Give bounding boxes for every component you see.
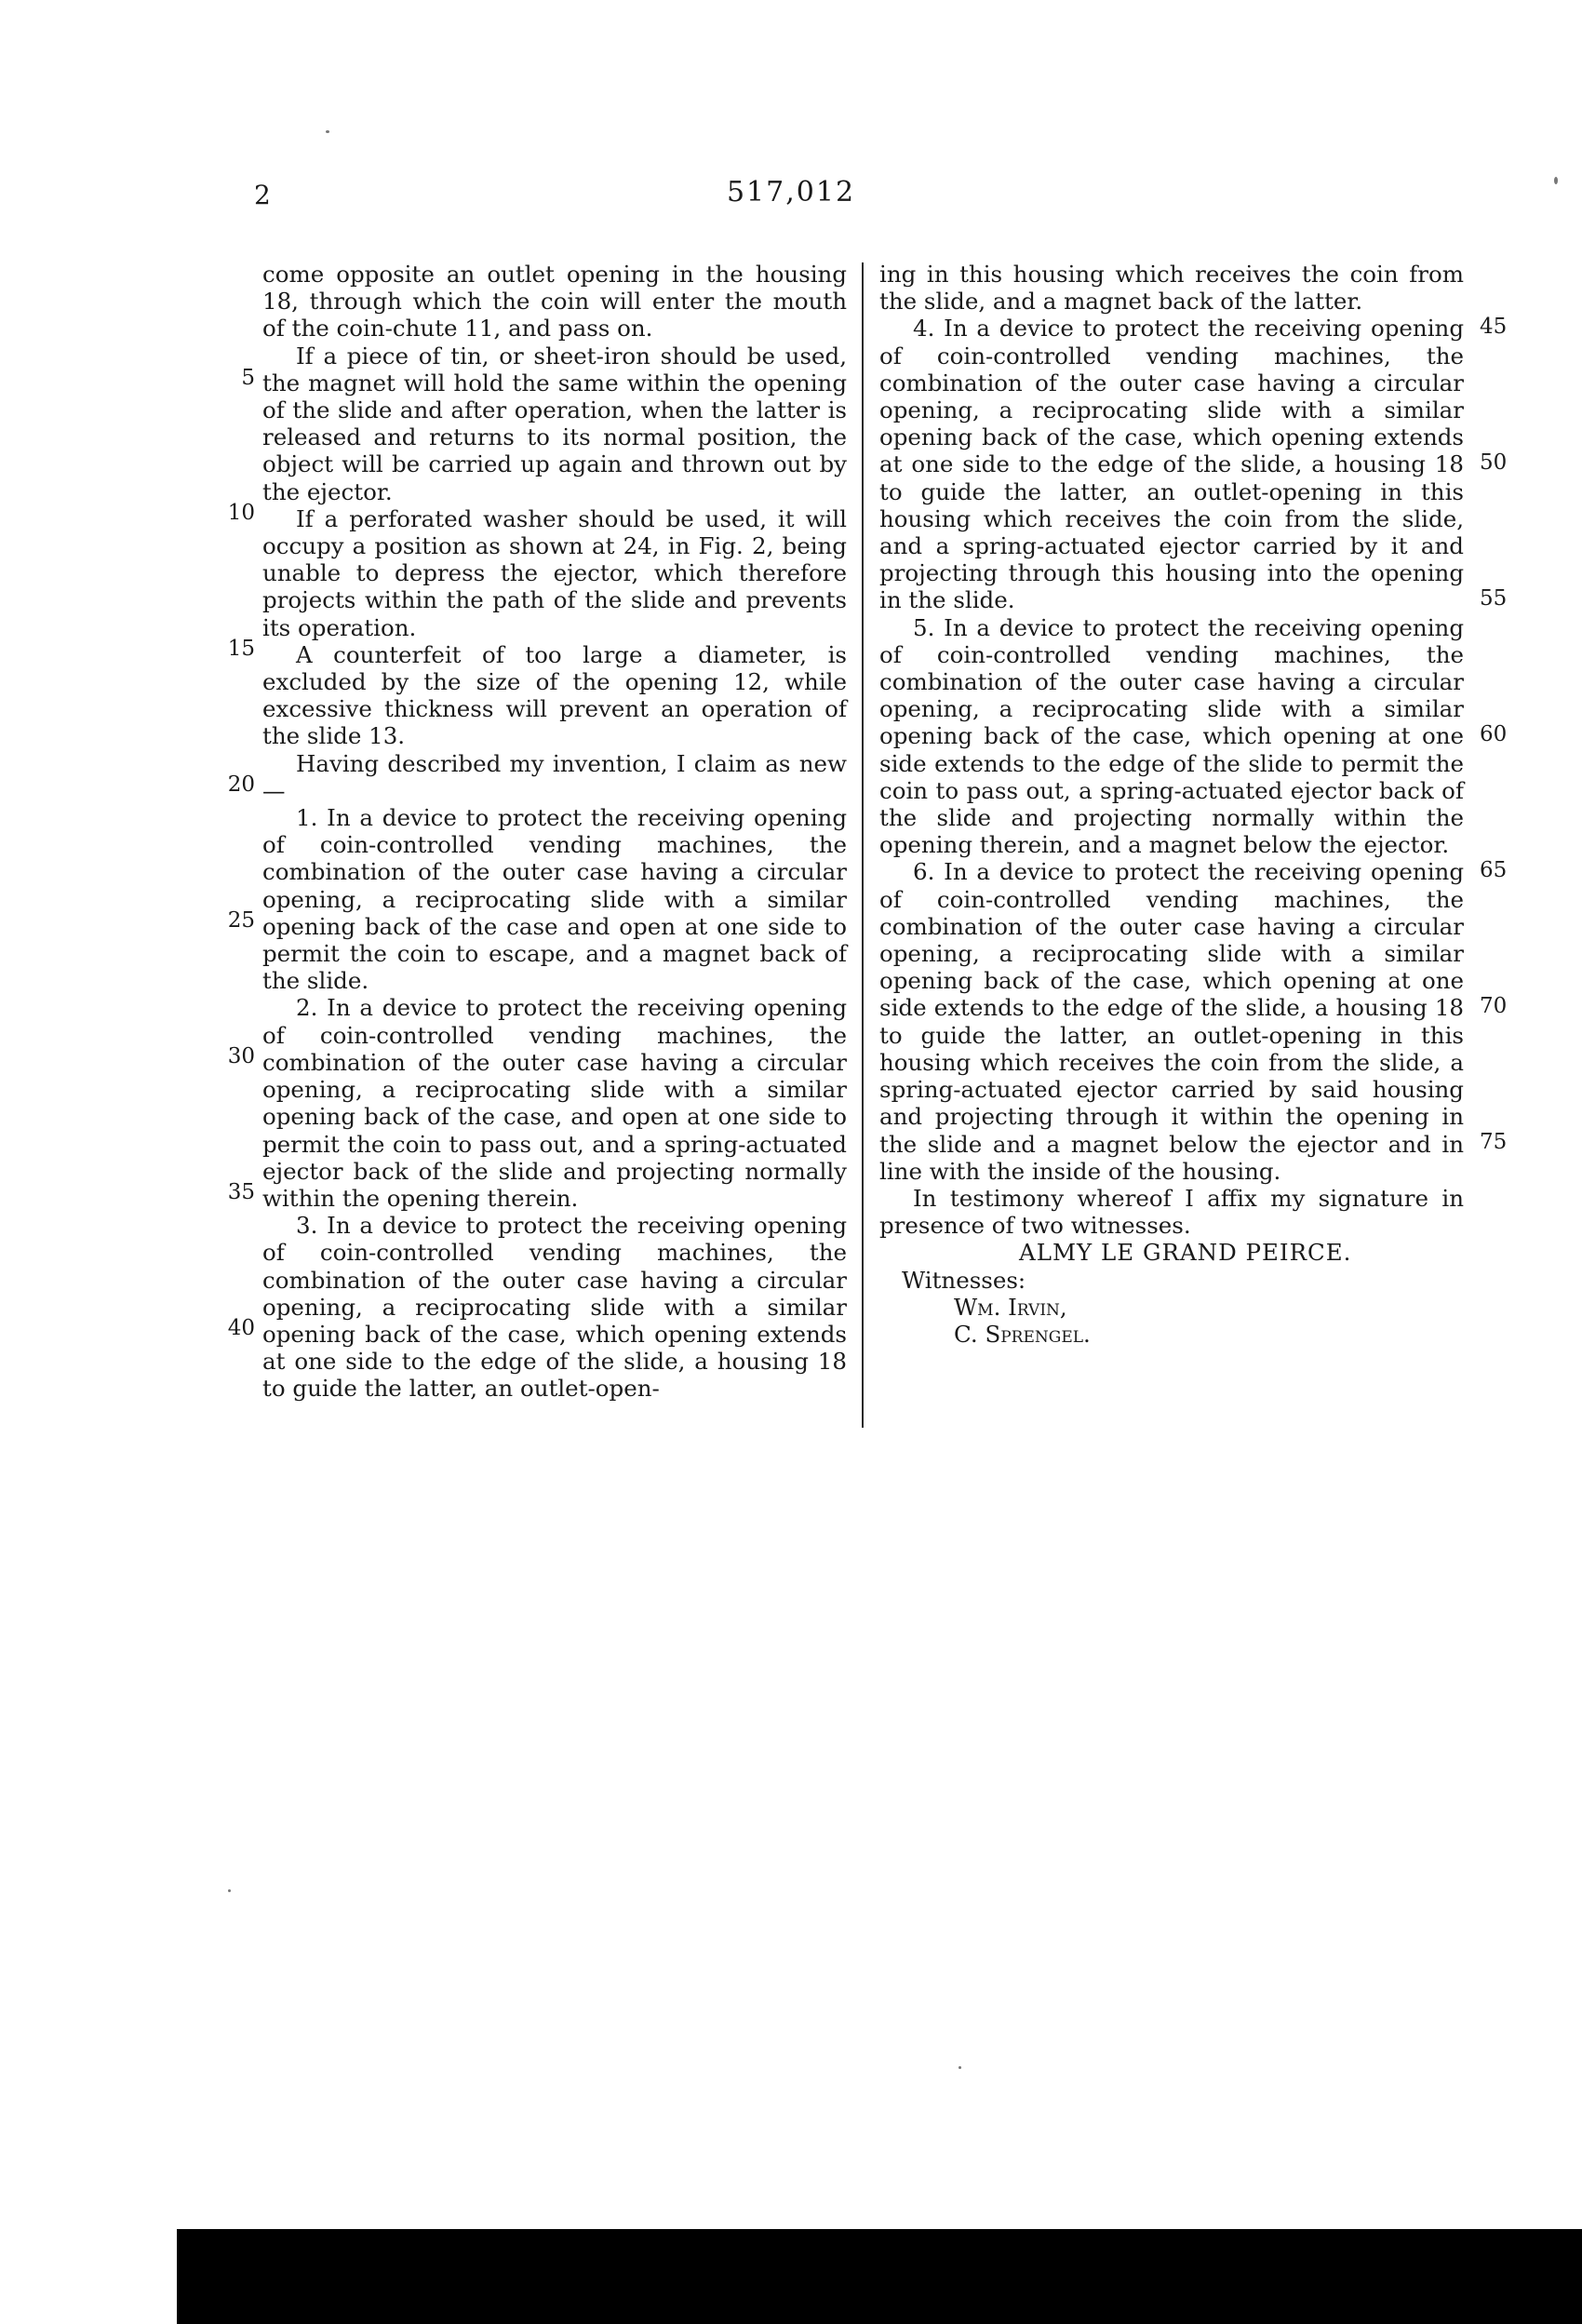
page-number: 2 [254,180,271,210]
witnesses-label: Witnesses: [902,1266,1026,1294]
line-number: 45 [1480,315,1508,339]
line-number: 55 [1480,586,1508,611]
scan-speck [326,130,329,133]
line-number: 65 [1480,858,1508,882]
line-number: 5 [241,366,255,390]
claim-3: 3. In a device to protect the receiving opening of coin-controlled vending machines, the combination of the outer case having a circular opening, a reciprocating slide with a similar opening back of the case, which opening extends at one side to the edge of the slide, a housing 18 to guide the latter, an outlet-open- [262,1212,847,1403]
column-divider [862,262,864,1428]
claim-2: 2. In a device to protect the receiving opening of coin-controlled vending machines, the combination of the outer case having a circular opening, a reciprocating slide with a similar opening back of the case, and open at one side to permit the coin to pass out, and a spring-actuated ejector back of the slide and projecting normally within the opening therein. [262,994,847,1212]
line-number: 35 [227,1180,255,1204]
claim-4: 4. In a device to protect the receiving opening of coin-controlled vending machines, the combination of the outer case having a circular opening, a reciprocating slide with a similar opening back of the case, which opening extends at one side to the edge of the slide, a housing 18 to guide the latter, an outlet-opening in this housing which receives the coin from the slide, and a spring-actuated ejector carried by it and projecting through this housing into the opening in the slide. [879,315,1464,614]
inventor-signature: ALMY LE GRAND PEIRCE. [1019,1239,1352,1267]
line-number: 20 [227,772,255,797]
line-number: 15 [227,637,255,661]
scan-speck [1554,177,1558,184]
scan-border-bar [177,2229,1582,2324]
patent-number: 517,012 [726,176,856,208]
left-text-column [262,261,847,1403]
line-number: 60 [1480,722,1508,746]
right-text-column [879,261,1464,1348]
paragraph: A counterfeit of too large a diameter, is excluded by the size of the opening 12, while excessive thickness will prevent an operation of the slide 13. [262,640,847,750]
paragraph: ing in this housing which receives the coin from the slide, and a magnet back of the latter. [879,261,1464,316]
claim-6: 6. In a device to protect the receiving opening of coin-controlled vending machines, the combination of the outer case having a circular opening, a reciprocating slide with a similar opening back of the case, which opening at one side extends to the edge of the slide, a housing 18 to guide the latter, an outlet-opening in this housing which receives the coin from the slide, a spring-actuated ejector carried by said housing and projecting through it within the opening in the slide and a magnet below the ejector and in line with the inside of the housing. [879,858,1464,1185]
claim-5: 5. In a device to protect the receiving opening of coin-controlled vending machines, the combination of the outer case having a circular opening, a reciprocating slide with a similar opening back of the case, which opening at one side extends to the edge of the slide to permit the coin to pass out, a spring-actuated ejector back of the slide and projecting normally within the opening therein, and a magnet below the ejector. [879,613,1464,859]
signature-block [879,1239,1464,1348]
testimony-paragraph: In testimony whereof I affix my signature in presence of two witnesses. [879,1184,1464,1240]
witness-name: C. Sprengel. [954,1320,1091,1348]
paragraph: If a perforated washer should be used, it will occupy a position as shown at 24, in Fig. 2, being unable to depress the ejector, which therefore projects within the path of the slide and prevents its operation. [262,504,847,641]
line-number: 75 [1480,1130,1508,1154]
paragraph: If a piece of tin, or sheet-iron should be used, the magnet will hold the same within the opening of the slide and after operation, when the latter is released and returns to its normal position, the object will be carried up again and thrown out by the ejector. [262,342,847,505]
claims-intro: Having described my invention, I claim as new— [262,749,847,804]
line-number: 30 [227,1044,255,1068]
line-number: 10 [227,501,255,525]
line-number: 40 [227,1316,255,1340]
paragraph: come opposite an outlet opening in the housing 18, through which the coin will enter the mouth of the coin-chute 11, and pass on. [262,261,847,343]
line-number: 50 [1480,450,1508,475]
scan-speck [228,1889,231,1892]
claim-1: 1. In a device to protect the receiving opening of coin-controlled vending machines, the combination of the outer case having a circular opening, a reciprocating slide with a similar opening back of the case and open at one side to permit the coin to escape, and a magnet back of the slide. [262,804,847,995]
scan-speck [959,2066,961,2069]
line-number: 70 [1480,994,1508,1018]
witness-name: Wm. Irvin, [954,1293,1067,1321]
line-number: 25 [227,908,255,933]
